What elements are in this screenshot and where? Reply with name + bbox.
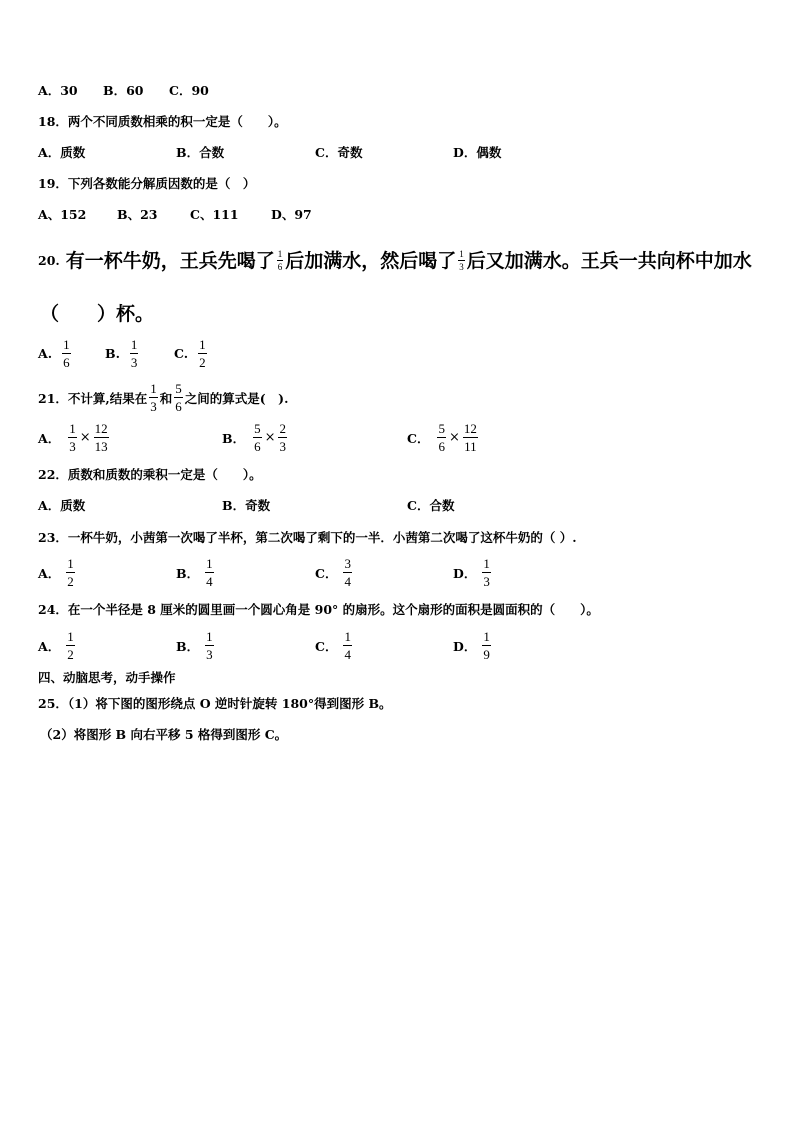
q25-part-2: （2）将图形 B 向右平移 5 格得到图形 C。	[40, 727, 288, 742]
q19-option-a: A、152	[38, 207, 87, 222]
q25-part-1: 25．（1）将下图的图形绕点 O 逆时针旋转 180°得到图形 B。	[38, 696, 392, 711]
q22-option-c: C．合数	[407, 498, 455, 513]
q18-option-b: B．合数	[176, 145, 225, 160]
q19-option-d: D、97	[271, 207, 312, 222]
q19-option-b: B、23	[117, 207, 158, 222]
q17-option-a: A．30	[38, 83, 78, 98]
q24-option-c: C． $\frac{1}{4}$	[315, 629, 351, 662]
q22-option-b: B．奇数	[222, 498, 271, 513]
q22-stem: 22．质数和质数的乘积一定是（ ）。	[38, 467, 262, 482]
q20-text-3: 后又加满水。王兵一共向杯中加水	[466, 249, 752, 272]
q23-stem: 23．一杯牛奶，小茜第一次喝了半杯，第二次喝了剩下的一半．小茜第二次喝了这杯牛奶的（ ）.	[38, 530, 577, 545]
q24-option-a: A． $\frac{1}{2}$	[38, 629, 74, 662]
q20-option-a: A. $\frac{1}{6}$	[38, 337, 70, 370]
q20-text-2: 后加满水，然后喝了	[285, 249, 457, 272]
q20-option-c: C. $\frac{1}{2}$	[174, 337, 206, 370]
q21-stem: 21．不计算,结果在 $\frac{1}{3}$ 和 $\frac{5}{6}$ 之间的算式是( ).	[38, 381, 289, 414]
q24-option-d: D． $\frac{1}{9}$	[453, 629, 490, 662]
q18-option-a: A．质数	[38, 145, 86, 160]
q18-stem: 18．两个不同质数相乘的积一定是（ ）。	[38, 114, 287, 129]
section-4-heading: 四、动脑思考，动手操作	[38, 670, 176, 685]
q17-option-c: C．90	[169, 83, 209, 98]
q21-option-c: C． $\frac{5}{6}$ × $\frac{12}{11}$	[407, 421, 477, 454]
q20-option-b: B. $\frac{1}{3}$	[105, 337, 138, 370]
q19-stem: 19．下列各数能分解质因数的是（ ）	[38, 176, 256, 191]
q18-option-d: D．偶数	[453, 145, 502, 160]
q23-option-c: C． $\frac{3}{4}$	[315, 556, 351, 589]
q21-option-a: A． $\frac{1}{3}$ × $\frac{12}{13}$	[38, 421, 108, 454]
q23-option-d: D． $\frac{1}{3}$	[453, 556, 490, 589]
q20-number: 20.	[38, 252, 60, 268]
q17-option-b: B．60	[103, 83, 144, 98]
q23-option-a: A． $\frac{1}{2}$	[38, 556, 74, 589]
q20-fraction-1: $\frac{1}{6}$	[277, 249, 283, 272]
q20-text-1: 有一杯牛奶，王兵先喝了	[65, 249, 275, 272]
q22-option-a: A．质数	[38, 498, 86, 513]
q21-option-b: B． $\frac{5}{6}$ × $\frac{2}{3}$	[222, 421, 286, 454]
q18-option-c: C．奇数	[315, 145, 363, 160]
q20-stem	[38, 250, 752, 272]
q23-option-b: B． $\frac{1}{4}$	[176, 556, 213, 589]
q19-option-c: C、111	[190, 207, 239, 222]
q20-line-2: （ ）杯。	[40, 303, 155, 325]
q20-fraction-2: $\frac{1}{3}$	[459, 249, 464, 272]
q24-option-b: B． $\frac{1}{3}$	[176, 629, 213, 662]
q24-stem: 24．在一个半径是 8 厘米的圆里画一个圆心角是 90° 的扇形。这个扇形的面积是圆面积的（ ）。	[38, 602, 599, 617]
